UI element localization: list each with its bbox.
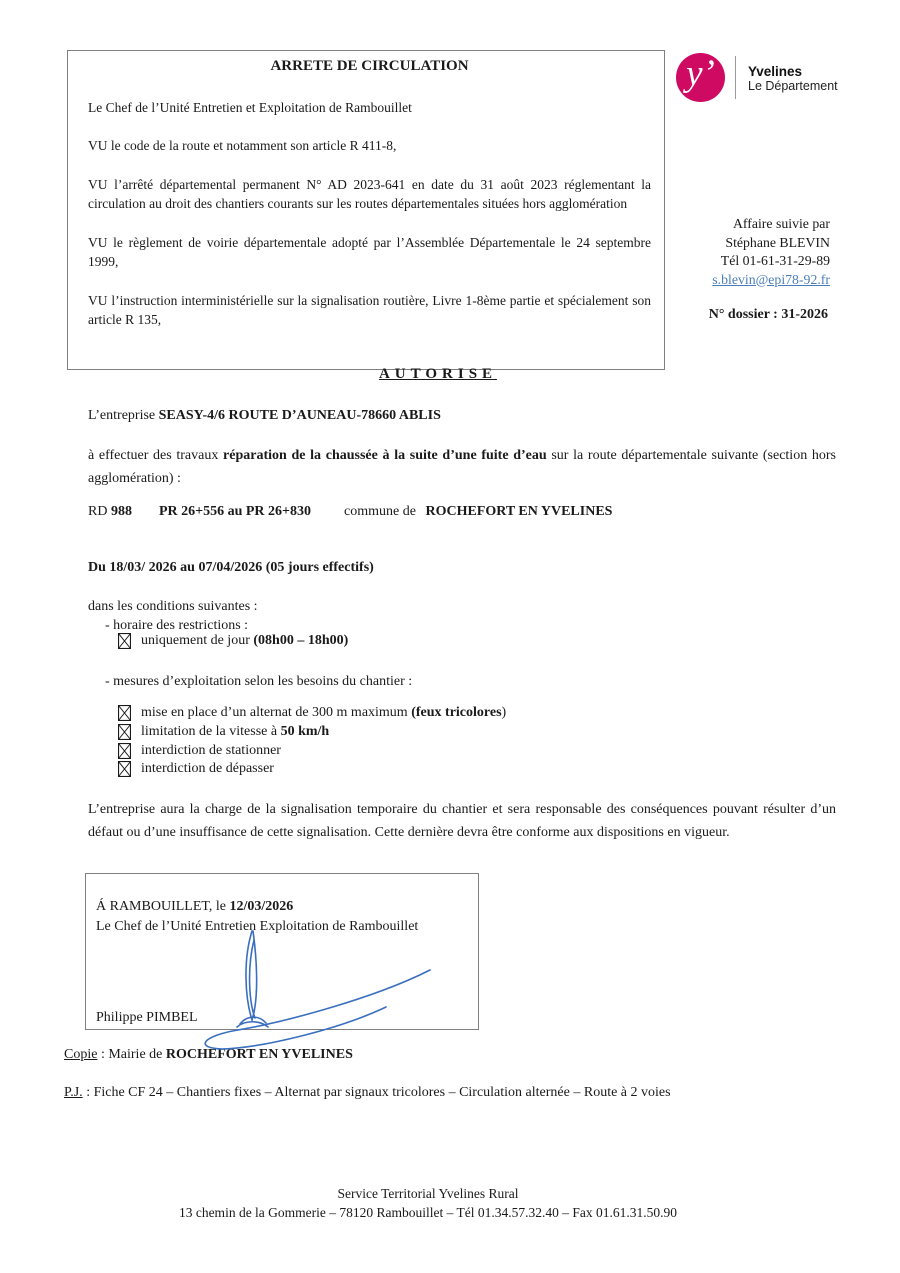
checked-checkbox-icon (118, 705, 131, 721)
road-commune: ROCHEFORT EN YVELINES (425, 504, 613, 519)
road-commune-label: commune de (344, 504, 420, 519)
signature-place-line: Á RAMBOUILLET, le 12/03/2026 (96, 899, 294, 914)
mesure-item-text: interdiction de stationner (141, 743, 281, 758)
road-rd-label: RD (88, 504, 111, 519)
mesure-item-stationner (118, 741, 281, 760)
works-period: Du 18/03/ 2026 au 07/04/2026 (05 jours effectifs) (88, 560, 374, 575)
horaire-label: - horaire des restrictions : (105, 618, 249, 633)
logo-text (748, 53, 838, 102)
handwritten-signature (190, 928, 455, 1053)
horaire-checkbox-item (118, 631, 348, 650)
enterprise-line (88, 404, 836, 427)
logo-subtitle: Le Département (748, 79, 838, 93)
signature-date: 12/03/2026 (229, 899, 294, 914)
document-title: ARRETE DE CIRCULATION (270, 58, 469, 74)
horaire-item-text: uniquement de jour (08h00 – 18h00) (141, 633, 349, 648)
pj-text: : Fiche CF 24 – Chantiers fixes – Alternat par signaux tricolores – Circulation alternée – Route à 2 voies (82, 1085, 671, 1100)
checked-checkbox-icon (118, 724, 131, 740)
responsibility-paragraph: L’entreprise aura la charge de la signalisation temporaire du chantier et sera responsable des conséquences pouvant résulter d’un défaut ou d’une insuffisance de cette signalisation. Cette dernière devra être conforme aux dispositions en vigueur. (88, 802, 836, 840)
enterprise-name: SEASY-4/6 ROUTE D’AUNEAU-78660 ABLIS (158, 408, 441, 423)
vu-box (67, 50, 665, 370)
logo-divider (735, 56, 736, 99)
authorise-heading: AUTORISE (378, 366, 498, 382)
footer (0, 1184, 856, 1222)
yvelines-logo-icon: y’ (676, 53, 725, 102)
works-text-2: sur la route départementale suivante (section hors agglomération) : (88, 448, 836, 486)
signer-name: Philippe PIMBEL (96, 1010, 198, 1025)
contact-followup: Affaire suivie par (732, 216, 830, 231)
contact-block (712, 215, 830, 289)
mesure-item-text: limitation de la vitesse à 50 km/h (141, 724, 330, 739)
footer-address: 13 chemin de la Gommerie – 78120 Rambouillet – Tél 01.34.57.32.40 – Fax 01.61.31.50.90 (178, 1205, 678, 1220)
conditions-intro: dans les conditions suivantes : (88, 599, 258, 614)
paragraph-vu-instruction: VU l’instruction interministérielle sur la signalisation routière, Livre 1-8ème partie et spécialement son article R 135, (88, 292, 651, 327)
footer-service: Service Territorial Yvelines Rural (337, 1186, 519, 1201)
copy-label: Copie (64, 1047, 98, 1062)
mesure-item-depasser (118, 759, 274, 778)
mesure-item-vitesse (118, 722, 329, 741)
contact-phone: Tél 01-61-31-29-89 (720, 253, 830, 268)
logo-name: Yvelines (748, 64, 803, 79)
contact-email-link[interactable]: s.blevin@epi78-92.fr (712, 271, 830, 287)
mesure-item-text: interdiction de dépasser (141, 761, 274, 776)
works-bold: réparation de la chaussée à la suite d’une fuite d’eau (223, 448, 547, 463)
copy-recipient: ROCHEFORT EN YVELINES (165, 1047, 353, 1062)
copy-text: : Mairie de (97, 1047, 166, 1062)
works-text-1: à effectuer des travaux (88, 448, 224, 463)
mesures-label: - mesures d’exploitation selon les besoins du chantier : (105, 674, 413, 689)
contact-name: Stéphane BLEVIN (725, 234, 830, 250)
paragraph-vu-reglement: VU le règlement de voirie départementale adopté par l’Assemblée Départementale le 24 septembre 1999, (88, 234, 651, 269)
enterprise-prefix: L’entreprise (88, 408, 159, 423)
road-rd-number: 988 (110, 504, 132, 519)
road-pr-range: PR 26+556 au PR 26+830 (158, 504, 312, 519)
road-line (88, 500, 836, 523)
pj-label: P.J. (64, 1085, 83, 1100)
dossier-number: N° dossier : 31-2026 (708, 307, 828, 322)
works-paragraph (88, 444, 836, 490)
checked-checkbox-icon (118, 761, 131, 777)
yvelines-logo (676, 53, 838, 102)
checked-checkbox-icon (118, 743, 131, 759)
mesure-item-alternat (118, 703, 506, 722)
checked-checkbox-icon (118, 633, 131, 649)
paragraph-vu-arrete: VU l’arrêté départemental permanent N° AD 2023-641 en date du 31 août 2023 réglementant la circulation au droit des chantiers courants sur les routes départementales situées hors agglomération (88, 176, 651, 211)
signature-role: Le Chef de l’Unité Entretien Exploitation de Rambouillet (96, 919, 419, 934)
pj-line (64, 1085, 671, 1101)
paragraph-vu-code: VU le code de la route et notamment son article R 411-8, (88, 138, 397, 153)
paragraph-chef: Le Chef de l’Unité Entretien et Exploitation de Rambouillet (88, 99, 412, 115)
mesure-item-text: mise en place d’un alternat de 300 m maximum (feux tricolores) (141, 705, 507, 720)
